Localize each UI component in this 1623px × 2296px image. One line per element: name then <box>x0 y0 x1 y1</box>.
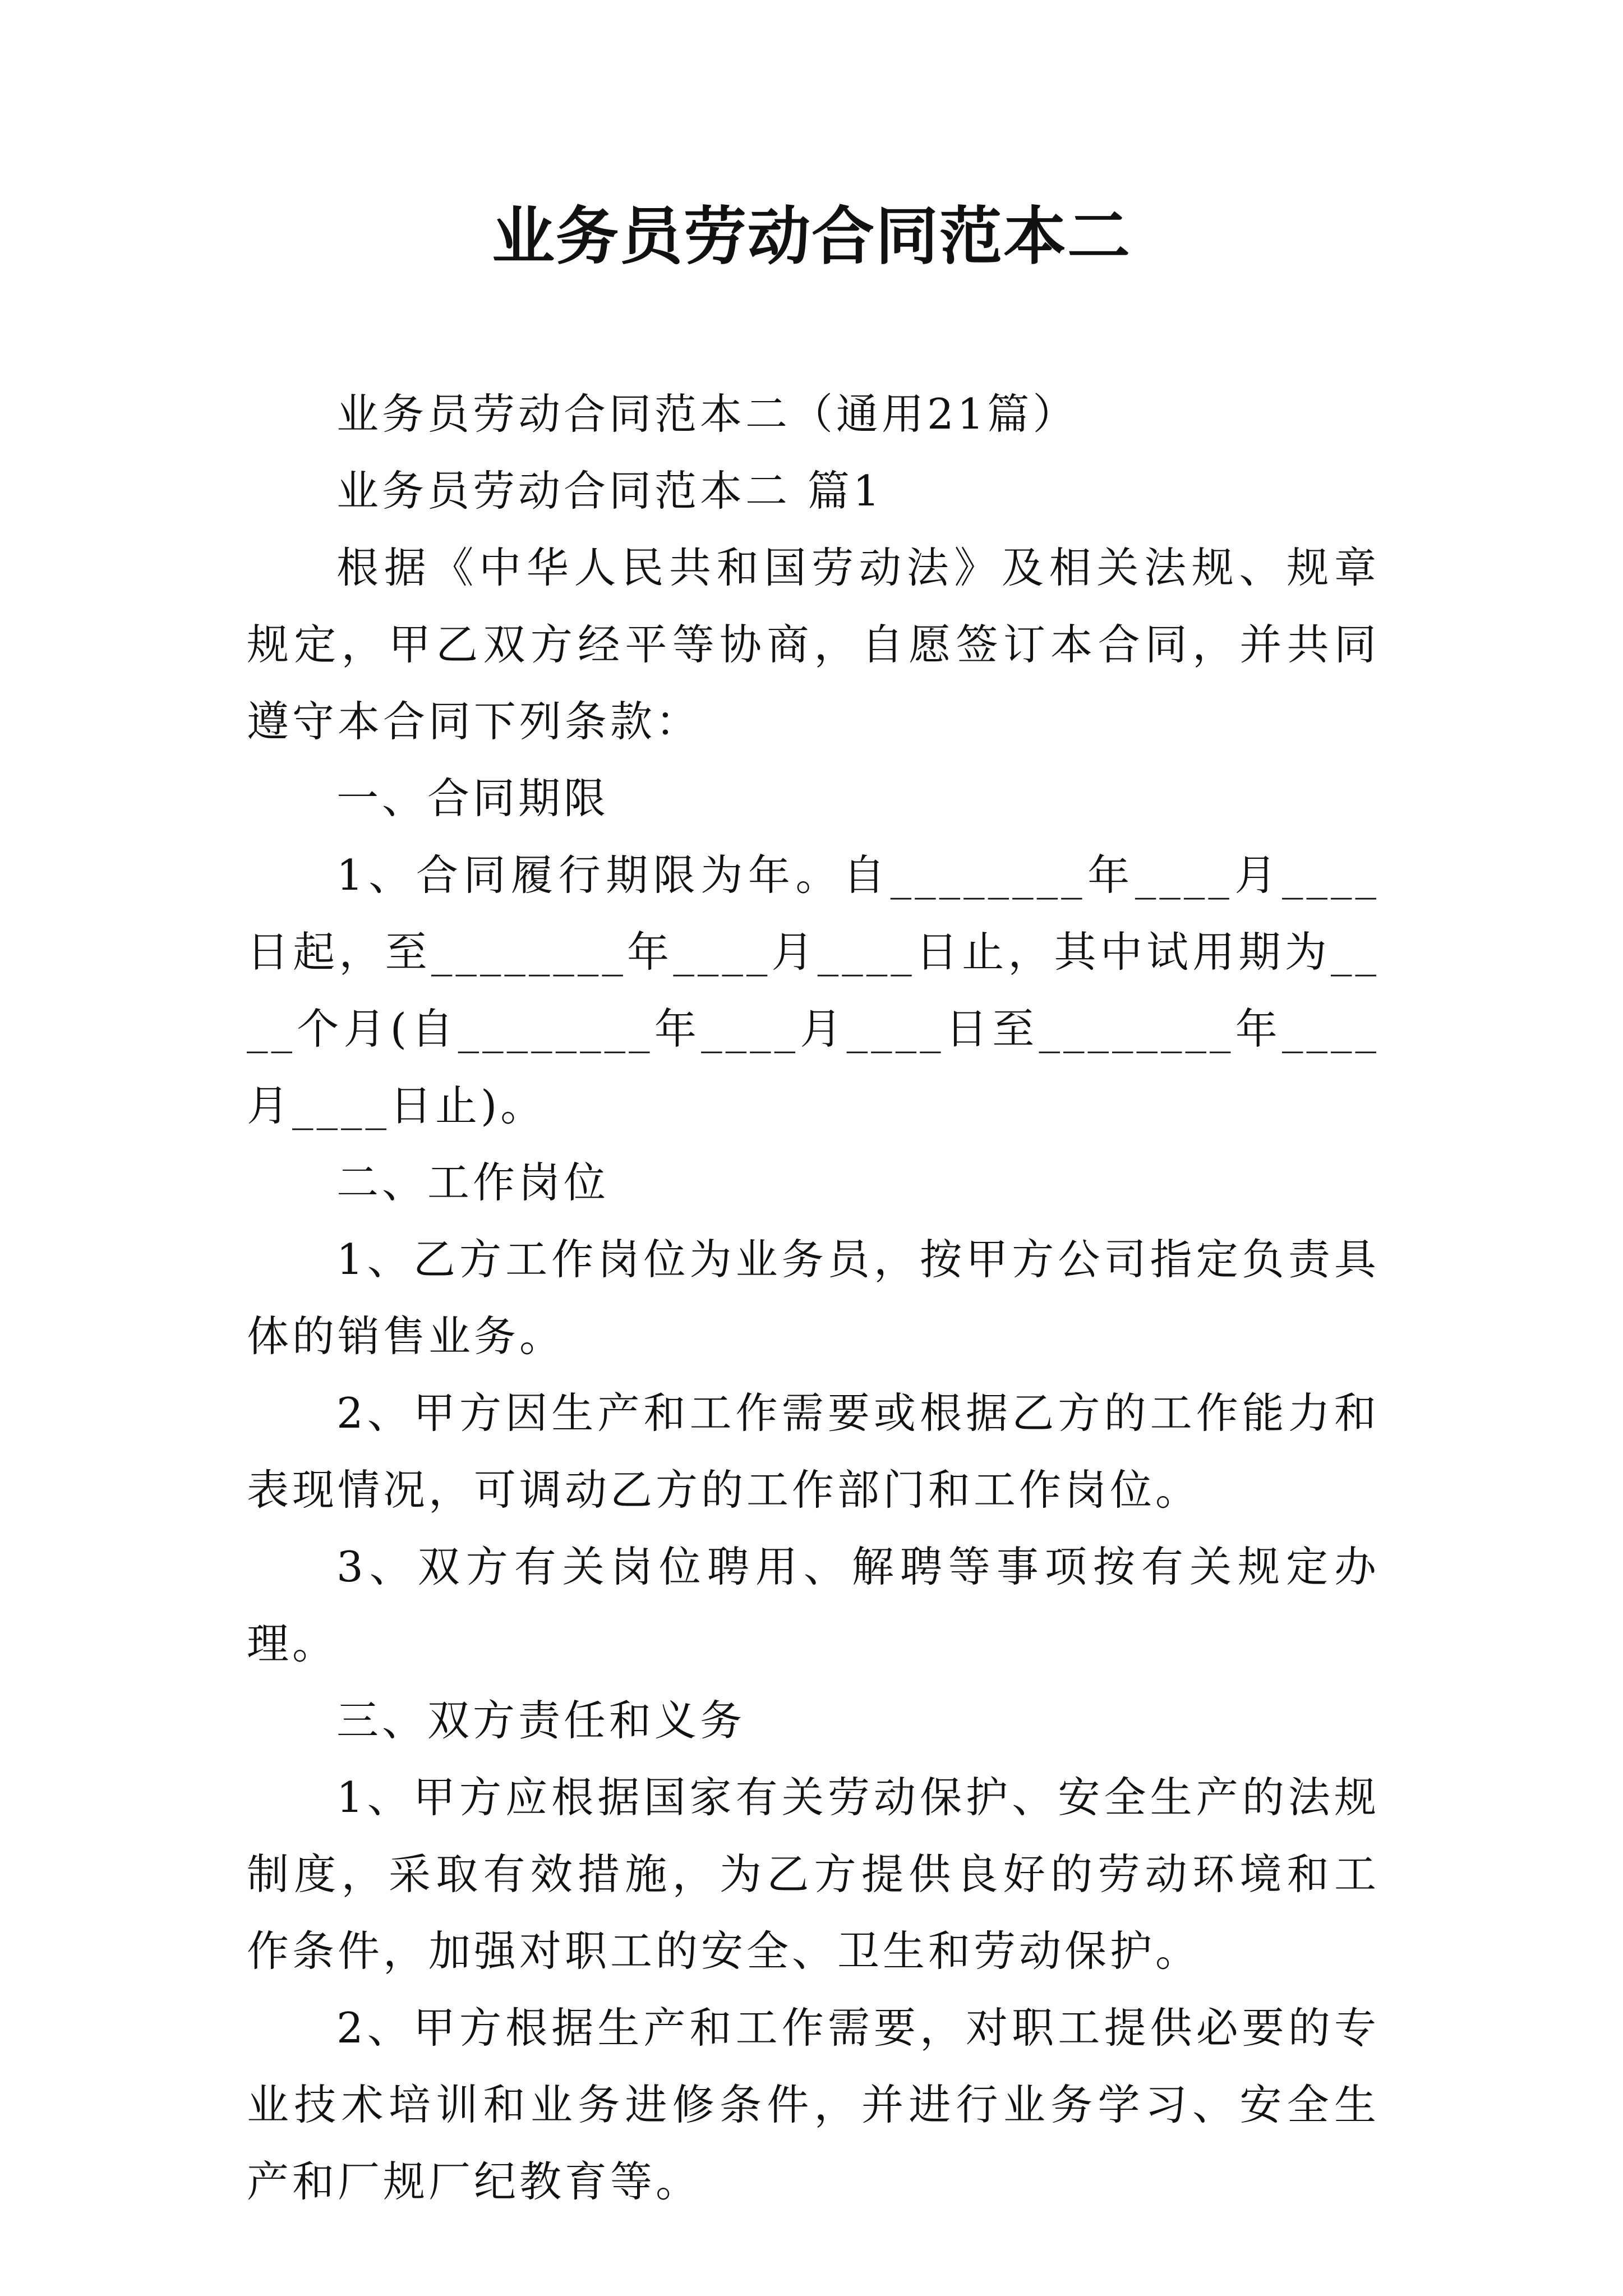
section-heading-duties: 三、双方责任和义务 <box>336 1696 746 1745</box>
subtitle-paragraph: 业务员劳动合同范本二（通用21篇） <box>336 389 1078 439</box>
preamble-paragraph: 根据《中华人民共和国劳动法》及相关法规、规章规定，甲乙双方经平等协商，自愿签订本合同，并共同遵守本合同下列条款： <box>247 543 1380 746</box>
document-title: 业务员劳动合同范本二 <box>492 200 1131 273</box>
duties-clause-2: 2、甲方根据生产和工作需要，对职工提供必要的专业技术培训和业务进修条件，并进行业务学习、安全生产和厂规厂纪教育等。 <box>247 2003 1380 2206</box>
section-heading-term: 一、合同期限 <box>336 774 610 823</box>
position-clause-1: 1、乙方工作岗位为业务员，按甲方公司指定负责具体的销售业务。 <box>247 1235 1380 1361</box>
position-clause-3: 3、双方有关岗位聘用、解聘等事项按有关规定办理。 <box>247 1542 1380 1668</box>
term-clause-1: 1、合同履行期限为年。自________年____月____日起，至________年____月____日止，其中试用期为____个月(自________年____月____日至________年____月____日止)。 <box>247 850 1380 1130</box>
chapter-heading: 业务员劳动合同范本二 篇1 <box>336 466 883 516</box>
document-body <box>247 376 1380 2220</box>
duties-clause-1: 1、甲方应根据国家有关劳动保护、安全生产的法规制度，采取有效措施，为乙方提供良好的劳动环境和工作条件，加强对职工的安全、卫生和劳动保护。 <box>247 1773 1380 1976</box>
position-clause-2: 2、甲方因生产和工作需要或根据乙方的工作能力和表现情况，可调动乙方的工作部门和工作岗位。 <box>247 1388 1380 1515</box>
section-heading-position: 二、工作岗位 <box>336 1158 610 1207</box>
